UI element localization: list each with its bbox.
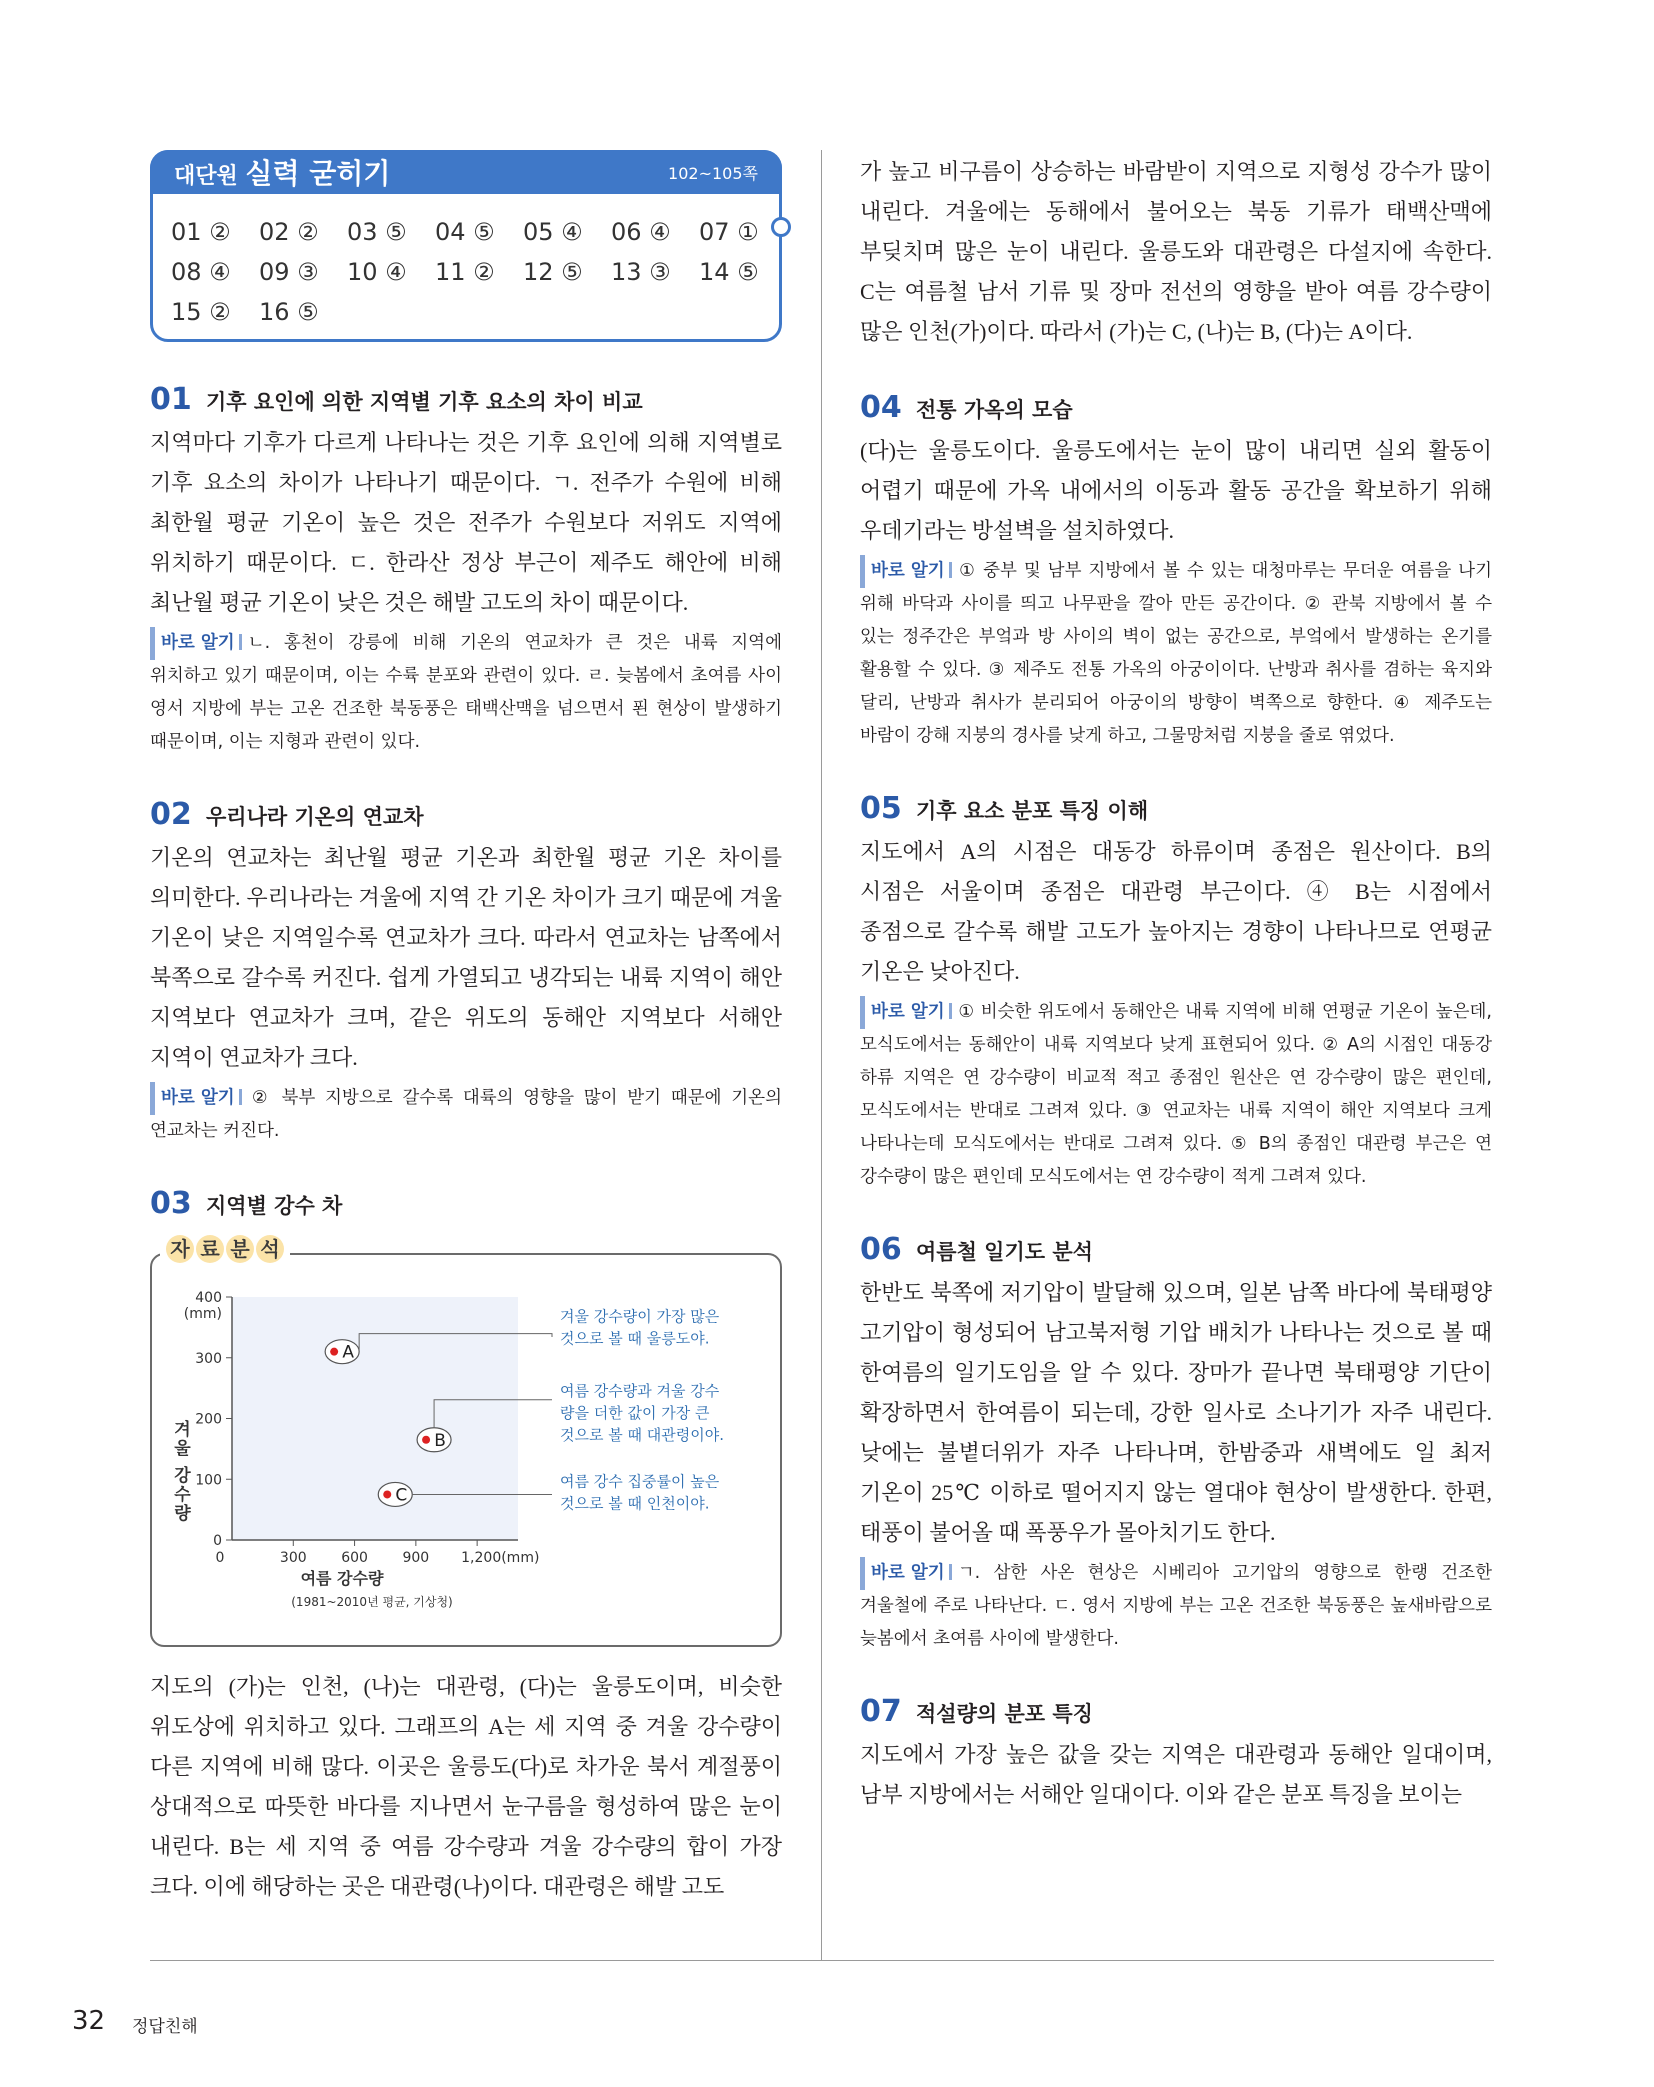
section-number: 02 xyxy=(150,797,192,832)
answer-header xyxy=(150,150,782,194)
data-point-b xyxy=(422,1436,430,1444)
section-05 xyxy=(860,791,1492,1194)
x-tick-label: 900 xyxy=(402,1550,430,1566)
data-point-a xyxy=(330,1348,338,1356)
x-tick-label: 600 xyxy=(341,1550,368,1566)
annotation-text: 량을 더한 값이 가장 큰 xyxy=(560,1403,710,1422)
tip-text: ① 중부 및 남부 지방에서 볼 수 있는 대청마루는 무더운 여름을 나기 위해 바닥과 사이를 띄고 나무판을 깔아 만든 공간이다. ② 관북 지방에서 볼 수 있는 정주간은 부엌과 방 사이의 벽이 없는 공간으로, 부엌에서 발생하는 온기를 활용할 수 있다. ③ 제주도 전통 가옥의 아궁이이다. 난방과 취사를 겸하는 육지와 달리, 난방과 취사가 분리되어 아궁이의 방향이 벽쪽으로 향한다. ④ 제주도는 바람이 강해 지붕의 경사를 낮게 하고, 그물망처럼 지붕을 줄로 엮었다. xyxy=(860,561,1492,746)
answer-item: 07 ① xyxy=(699,218,759,246)
annotation-text: 것으로 볼 때 인천이야. xyxy=(560,1494,710,1513)
data-tag-char: 석 xyxy=(256,1235,284,1263)
section-body: 지도에서 A의 시점은 대동강 하류이며 종점은 원산이다. B의 시점은 서울이며 종점은 대관령 부근이다. ④ B는 시점에서 종점으로 갈수록 해발 고도가 높아지는 경향이 나타나므로 연평균 기온은 낮아진다. xyxy=(860,839,1492,984)
y-tick-label: 200 xyxy=(195,1411,222,1428)
section-number: 04 xyxy=(860,390,902,425)
answer-item: 06 ④ xyxy=(611,218,671,246)
page-label: 정답친해 xyxy=(132,2017,198,2037)
answer-item: 15 ② xyxy=(171,298,231,326)
data-tag-char: 료 xyxy=(196,1235,224,1263)
section-number: 03 xyxy=(150,1186,192,1221)
section-body: (다)는 울릉도이다. 울릉도에서는 눈이 많이 내리면 실외 활동이 어렵기 때문에 가옥 내에서의 이동과 활동 공간을 확보하기 위해 우데기라는 방설벽을 설치하였다. xyxy=(860,438,1492,543)
tip-text: ② 북부 지방으로 갈수록 대륙의 영향을 많이 받기 때문에 기온의 연교차는 커진다. xyxy=(150,1088,782,1141)
annotation-text: 것으로 볼 때 울릉도야. xyxy=(560,1329,710,1348)
annotation-text: 여름 강수량과 겨울 강수 xyxy=(560,1381,720,1400)
section-heading xyxy=(860,1694,1492,1729)
section-heading xyxy=(150,1186,782,1221)
data-analysis-box xyxy=(150,1237,782,1647)
left-column xyxy=(150,150,782,1907)
answer-item: 16 ⑤ xyxy=(259,298,319,326)
tip-paragraph xyxy=(860,1557,1492,1656)
section-03 xyxy=(150,1186,782,1907)
answer-item: 09 ③ xyxy=(259,258,319,286)
x-tick-label: 1,200(mm) xyxy=(461,1550,540,1566)
section-number: 06 xyxy=(860,1232,902,1267)
tip-text: ㄱ. 삼한 사온 현상은 시베리아 고기압의 영향으로 한랭 건조한 겨울철에 주로 나타난다. ㄷ. 영서 지방에 부는 고온 건조한 북동풍은 높새바람으로 늦봄에서 초여름 사이에 발생한다. xyxy=(860,1563,1492,1649)
tip-paragraph xyxy=(150,1082,782,1148)
section-body: 지역마다 기후가 다르게 나타나는 것은 기후 요인에 의해 지역별로 기후 요소의 차이가 나타나기 때문이다. ㄱ. 전주가 수원에 비해 최한월 평균 기온이 높은 것은 전주가 수원보다 저위도 지역에 위치하기 때문이다. ㄷ. 한라산 정상 부근이 제주도 해안에 비해 최난월 평균 기온이 낮은 것은 해발 고도의 차이 때문이다. xyxy=(150,430,782,615)
section-title: 기후 요인에 의한 지역별 기후 요소의 차이 비교 xyxy=(206,390,643,414)
section-body: 지도에서 가장 높은 값을 갖는 지역은 대관령과 동해안 일대이며, 남부 지방에서는 서해안 일대이다. 이와 같은 분포 특징을 보이는 xyxy=(860,1742,1492,1807)
tip-label: 바로 알기 xyxy=(150,1082,242,1115)
answer-item: 11 ② xyxy=(435,258,495,286)
tip-label: 바로 알기 xyxy=(860,555,952,588)
answer-item: 08 ④ xyxy=(171,258,231,286)
right-column xyxy=(860,152,1492,1853)
tip-paragraph xyxy=(150,627,782,759)
section-title: 전통 가옥의 모습 xyxy=(916,398,1073,422)
annotation-text: 여름 강수 집중률이 높은 xyxy=(560,1472,720,1491)
section-06 xyxy=(860,1232,1492,1656)
chart-source: (1981~2010년 평균, 기상청) xyxy=(291,1595,453,1609)
data-tag-char: 자 xyxy=(166,1235,194,1263)
y-tick-label: 400 xyxy=(195,1290,222,1306)
y-tick-label: 0 xyxy=(213,1533,222,1549)
answer-pages: 102~105쪽 xyxy=(668,163,758,183)
answer-item: 14 ⑤ xyxy=(699,258,759,286)
annotation-text: 것으로 볼 때 대관령이야. xyxy=(560,1425,724,1444)
data-tag-char: 분 xyxy=(226,1235,254,1263)
point-label: A xyxy=(342,1342,354,1363)
section-body: 한반도 북쪽에 저기압이 발달해 있으며, 일본 남쪽 바다에 북태평양 고기압이 형성되어 남고북저형 기압 배치가 나타나는 것으로 볼 때 한여름의 일기도임을 알 수 있다. 장마가 끝나면 북태평양 기단이 확장하면서 한여름이 되는데, 강한 일사로 소나기가 자주 내린다. 낮에는 불볕더위가 자주 나타나며, 한밤중과 새벽에도 일 최저 기온이 25℃ 이하로 떨어지지 않는 열대야 현상이 발생한다. 한편, 태풍이 불어올 때 폭풍우가 몰아치기도 한다. xyxy=(860,1280,1492,1545)
section-number: 05 xyxy=(860,791,902,826)
x-tick-label: 300 xyxy=(279,1550,307,1566)
answer-title xyxy=(174,152,390,192)
footer-rule xyxy=(150,1960,1494,1961)
section-title: 우리나라 기온의 연교차 xyxy=(206,805,424,829)
answer-title-part-a: 대단원 xyxy=(174,164,246,189)
point-label: B xyxy=(434,1430,446,1451)
section-body: 지도의 (가)는 인천, (나)는 대관령, (다)는 울릉도이며, 비슷한 위도상에 위치하고 있다. 그래프의 A는 세 지역 중 겨울 강수량이 다른 지역에 비해 많다. 이곳은 울릉도(다)로 차가운 북서 계절풍이 상대적으로 따뜻한 바다를 지나면서 눈구름을 형성하여 많은 눈이 내린다. B는 세 지역 중 여름 강수량과 겨울 강수량의 합이 가장 크다. 이에 해당하는 곳은 대관령(나)이다. 대관령은 해발 고도 xyxy=(150,1674,782,1899)
section-03-continued xyxy=(860,152,1492,352)
precipitation-scatter-chart xyxy=(152,1255,782,1645)
section-title: 여름철 일기도 분석 xyxy=(916,1240,1093,1264)
section-number: 01 xyxy=(150,382,192,417)
section-title: 적설량의 분포 특징 xyxy=(916,1702,1093,1726)
section-number: 07 xyxy=(860,1694,902,1729)
section-heading xyxy=(860,390,1492,425)
answer-item: 13 ③ xyxy=(611,258,671,286)
section-title: 기후 요소 분포 특징 이해 xyxy=(916,799,1149,823)
data-point-c xyxy=(383,1490,391,1498)
tip-text: ㄴ. 홍천이 강릉에 비해 기온의 연교차가 큰 것은 내륙 지역에 위치하고 있기 때문이며, 이는 수륙 분포와 관련이 있다. ㄹ. 늦봄에서 초여름 사이 영서 지방에 부는 고온 건조한 북동풍은 태백산맥을 넘으면서 푄 현상이 발생하기 때문이며, 이는 지형과 관련이 있다. xyxy=(150,633,782,752)
answer-item: 10 ④ xyxy=(347,258,407,286)
answer-box xyxy=(150,150,782,342)
section-body: 기온의 연교차는 최난월 평균 기온과 최한월 평균 기온 차이를 의미한다. 우리나라는 겨울에 지역 간 기온 차이가 크기 때문에 겨울 기온이 낮은 지역일수록 연교차가 크다. 따라서 연교차는 남쪽에서 북쪽으로 갈수록 커진다. 쉽게 가열되고 냉각되는 내륙 지역이 해안 지역보다 연교차가 크며, 같은 위도의 동해안 지역보다 서해안 지역이 연교차가 크다. xyxy=(150,845,782,1070)
point-label: C xyxy=(395,1485,408,1506)
answer-item: 03 ⑤ xyxy=(347,218,407,246)
section-04 xyxy=(860,390,1492,753)
y-tick-label: (mm) xyxy=(183,1306,222,1322)
answer-item: 01 ② xyxy=(171,218,231,246)
y-axis-label: 겨울 강수량 xyxy=(170,1420,190,1523)
section-07 xyxy=(860,1694,1492,1815)
answer-item: 12 ⑤ xyxy=(523,258,583,286)
column-divider xyxy=(821,150,822,1960)
origin-label: 0 xyxy=(215,1550,225,1566)
section-01 xyxy=(150,382,782,759)
section-heading xyxy=(860,791,1492,826)
tip-paragraph xyxy=(860,555,1492,753)
tip-text: ① 비슷한 위도에서 동해안은 내륙 지역에 비해 연평균 기온이 높은데, 모식도에서는 동해안이 내륙 지역보다 낮게 표현되어 있다. ② A의 시점인 대동강 하류 지역은 연 강수량이 비교적 적고 종점인 원산은 연 강수량이 많은 편인데, 모식도에서는 반대로 그려져 있다. ③ 연교차는 내륙 지역이 해안 지역보다 크게 나타나는데 모식도에서는 반대로 그려져 있다. ⑤ B의 종점인 대관령 부근은 연 강수량이 많은 편인데 모식도에서는 연 강수량이 적게 그려져 있다. xyxy=(860,1002,1492,1187)
section-body: 가 높고 비구름이 상승하는 바람받이 지역으로 지형성 강수가 많이 내린다. 겨울에는 동해에서 불어오는 북동 기류가 태백산맥에 부딪치며 많은 눈이 내린다. 울릉도와 대관령은 다설지에 속한다. C는 여름철 남서 기류 및 장마 전선의 영향을 받아 여름 강수량이 많은 인천(가)이다. 따라서 (가)는 C, (나)는 B, (다)는 A이다. xyxy=(860,159,1492,344)
section-heading xyxy=(150,382,782,417)
section-02 xyxy=(150,797,782,1148)
section-heading xyxy=(860,1232,1492,1267)
section-heading xyxy=(150,797,782,832)
y-tick-label: 100 xyxy=(195,1472,222,1489)
answer-item: 04 ⑤ xyxy=(435,218,495,246)
annotation-text: 겨울 강수량이 가장 많은 xyxy=(560,1307,720,1326)
x-axis-label: 여름 강수량 xyxy=(300,1569,384,1588)
answer-grid xyxy=(171,213,787,331)
answer-item: 05 ④ xyxy=(523,218,583,246)
y-tick-label: 300 xyxy=(195,1350,222,1367)
tip-label: 바로 알기 xyxy=(860,1557,952,1590)
tip-label: 바로 알기 xyxy=(150,627,242,660)
section-title: 지역별 강수 차 xyxy=(206,1194,343,1218)
answer-item: 02 ② xyxy=(259,218,319,246)
tip-label: 바로 알기 xyxy=(860,996,952,1029)
tip-paragraph xyxy=(860,996,1492,1194)
page-number: 32 xyxy=(72,2006,106,2036)
answer-title-part-b: 실력 굳히기 xyxy=(245,157,391,190)
